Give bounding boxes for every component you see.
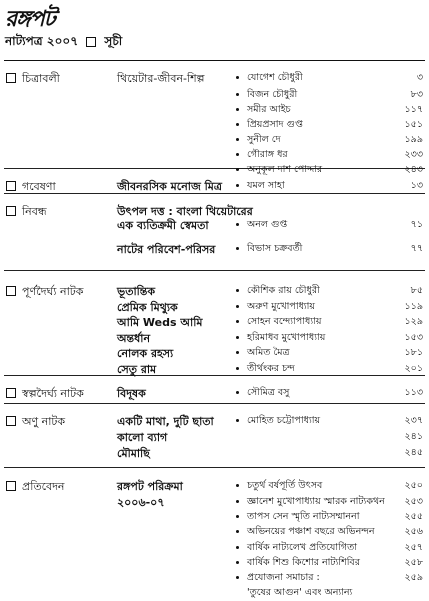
page-number: ১২৯ xyxy=(404,316,423,327)
work-title: সেতু রাম xyxy=(117,363,157,376)
author-name: অরুণ মুখোপাধ্যায় xyxy=(247,301,316,312)
page-number: ২৫৩ xyxy=(404,496,423,507)
page-number: ২৪৫ xyxy=(404,447,423,458)
issue-title: নাট্যপত্র ২০০৭ xyxy=(5,34,79,48)
author-entry xyxy=(236,495,385,510)
author-entry xyxy=(236,284,320,299)
bullet-dot-icon xyxy=(236,561,239,564)
page-number: ২৫৭ xyxy=(404,542,423,553)
page-number: ২৫০ xyxy=(404,480,423,491)
toc-row xyxy=(4,87,425,101)
author-name: বার্ষিক নাট্যলেখ প্রতিযোগিতা xyxy=(247,542,357,553)
section-label-text: অণু নাটক xyxy=(22,415,66,428)
author-entry xyxy=(236,148,288,163)
author-entry xyxy=(236,179,285,194)
section-label-text: প্রতিবেদন xyxy=(22,480,65,493)
toc-row xyxy=(4,445,425,459)
author-name: সুনীল দে xyxy=(247,134,281,145)
work-title: নাটের পরিবেশ-পরিসর xyxy=(117,243,216,256)
page-number: ১৯৯ xyxy=(404,134,423,145)
author-name: যমল সাহা xyxy=(247,180,285,191)
page-number: ২৫৮ xyxy=(404,557,423,568)
work-title: মৌমাছি xyxy=(117,447,150,460)
author-name: অনল গুপ্ত xyxy=(247,219,288,230)
toc-row xyxy=(4,147,425,161)
bullet-dot-icon xyxy=(236,93,239,96)
author-name: হরিমাধব মুখোপাধ্যায় xyxy=(247,332,326,343)
page-number: ১৮১ xyxy=(404,347,423,358)
author-name: বিভাস চক্রবর্তী xyxy=(247,243,303,254)
bullet-dot-icon xyxy=(236,419,239,422)
toc-row xyxy=(4,330,425,344)
page-number: ২৫৯ xyxy=(404,572,423,583)
toc-row xyxy=(4,178,425,192)
bullet-dot-icon xyxy=(236,123,239,126)
issue-line xyxy=(5,33,122,53)
bullet-dot-icon xyxy=(236,546,239,549)
toc-row xyxy=(4,478,425,492)
toc-row xyxy=(4,570,425,584)
work-title: উৎপল দত্ত : বাংলা থিয়েটারের xyxy=(117,205,253,218)
toc-row xyxy=(4,117,425,131)
page-number: ২৪৩ xyxy=(404,164,423,175)
toc-row xyxy=(4,70,425,84)
toc-row xyxy=(4,241,425,255)
toc-row xyxy=(4,385,425,399)
toc-row xyxy=(4,524,425,538)
page-number: ১৩ xyxy=(410,180,423,191)
author-entry xyxy=(236,386,289,401)
author-entry xyxy=(236,510,359,525)
toc-row xyxy=(4,345,425,359)
work-title: এক ব্যতিক্রমী স্বেমতা xyxy=(117,219,209,232)
author-name: কৌশিক রায় চৌধুরী xyxy=(247,285,320,296)
work-title: থিয়েটার-জীবন-শিল্প xyxy=(117,72,205,85)
bullet-dot-icon xyxy=(236,500,239,503)
toc-row xyxy=(4,509,425,523)
work-title: কালো ব্যাগ xyxy=(117,431,168,444)
author-name: বিজন চৌধুরী xyxy=(247,89,298,100)
author-entry xyxy=(236,218,287,233)
author-entry xyxy=(236,71,303,86)
author-name: অমিত মৈত্র xyxy=(247,347,290,358)
toc-row xyxy=(4,361,425,375)
author-name: যোগেশ চৌধুরী xyxy=(247,72,303,83)
work-title: ভূতান্তিক xyxy=(117,285,156,298)
author-name: জ্ঞানেশ মুখোপাধ্যায় স্মারক নাট্যকথন xyxy=(247,496,385,507)
page-number: ১১৯ xyxy=(404,301,423,312)
author-name: বার্ষিক শিশু কিশোর নাট্যশিবির xyxy=(247,557,360,568)
bullet-dot-icon xyxy=(236,223,239,226)
section-divider xyxy=(4,270,425,271)
bullet-dot-icon xyxy=(236,184,239,187)
page-number: ৮৫ xyxy=(410,285,423,296)
page-number: ১৫১ xyxy=(404,119,423,130)
author-name: অভিনয়ের পঞ্চাশ বছরে অভিনন্দন xyxy=(247,526,375,537)
section-label-text: চিত্রাবলী xyxy=(22,72,60,85)
work-title: জীবনরসিক মনোজ মিত্র xyxy=(117,180,222,193)
bullet-dot-icon xyxy=(236,336,239,339)
bullet-dot-icon xyxy=(236,153,239,156)
page-number: ৭১ xyxy=(410,219,423,230)
bullet-dot-icon xyxy=(236,515,239,518)
toc-row xyxy=(4,314,425,328)
author-name: প্রযোজনা সমাচার : xyxy=(247,572,320,583)
toc-row xyxy=(4,217,425,231)
author-entry xyxy=(236,571,320,586)
author-entry xyxy=(236,331,325,346)
toc-row xyxy=(4,162,425,176)
author-name: তাপস সেন স্মৃতি নাট্যসম্মাননা xyxy=(247,511,360,522)
author-entry xyxy=(236,133,281,148)
page-number: ২৫৬ xyxy=(404,526,423,537)
author-entry xyxy=(236,88,297,103)
toc-row xyxy=(4,585,425,599)
contents-title: সূচী xyxy=(104,34,123,48)
author-entry xyxy=(236,315,321,330)
toc-row xyxy=(4,413,425,427)
page-number: ২৫৫ xyxy=(404,511,423,522)
author-entry xyxy=(247,586,352,601)
work-title: অন্তর্ধান xyxy=(117,332,151,345)
bullet-dot-icon xyxy=(236,108,239,111)
author-name: সোহন বন্দ্যোপাধ্যায় xyxy=(247,316,322,327)
author-entry xyxy=(236,242,302,257)
toc-row xyxy=(4,540,425,554)
work-title: একটি মাথা, দুটি ছাতা xyxy=(117,415,214,428)
author-entry xyxy=(236,163,322,178)
author-name: অনুকূল দাশ পোদ্দার xyxy=(247,164,323,175)
work-title: নোলক রহস্য xyxy=(117,347,174,360)
author-name: প্রিয়প্রসাদ গুপ্ত xyxy=(247,119,303,130)
logo: রঙ্গপট xyxy=(5,6,55,32)
author-name: গৌরাঙ্গ ধর xyxy=(247,149,288,160)
section-divider xyxy=(4,467,425,468)
author-entry xyxy=(236,556,360,571)
author-entry xyxy=(236,479,322,494)
author-name: সৌমিত্র বসু xyxy=(247,387,290,398)
page-number: ৭৭ xyxy=(410,243,423,254)
toc-row xyxy=(4,494,425,508)
toc-row xyxy=(4,299,425,313)
page-number: ১১৭ xyxy=(404,104,423,115)
section-divider xyxy=(4,60,425,61)
bullet-dot-icon xyxy=(236,76,239,79)
work-title: প্রেমিক মিথ্যুক xyxy=(117,301,178,314)
bullet-dot-icon xyxy=(236,351,239,354)
bullet-dot-icon xyxy=(236,320,239,323)
section-divider xyxy=(4,375,425,376)
toc-row xyxy=(4,132,425,146)
author-name: সমীর আইচ xyxy=(247,104,291,115)
work-title: বিদূষক xyxy=(117,387,146,400)
page-number: ২০১ xyxy=(404,363,423,374)
toc-row xyxy=(4,429,425,443)
section-label-text: পূর্ণদৈর্ঘ্য নাটক xyxy=(22,285,84,298)
bullet-dot-icon xyxy=(236,391,239,394)
square-bullet-icon xyxy=(86,37,96,47)
author-name: তীর্থংকর চন্দ xyxy=(247,363,295,374)
toc-row xyxy=(4,555,425,569)
author-name: চতুর্থ বর্ষপূর্তি উৎসব xyxy=(247,480,323,491)
page-number: ১৫৩ xyxy=(404,332,423,343)
work-title: রঙ্গপট পরিক্রমা xyxy=(117,480,183,493)
page-number: ৩ xyxy=(416,72,423,83)
author-entry xyxy=(236,541,357,556)
bullet-dot-icon xyxy=(236,367,239,370)
author-entry xyxy=(236,414,320,429)
author-entry xyxy=(236,346,289,361)
bullet-dot-icon xyxy=(236,289,239,292)
author-entry xyxy=(236,118,303,133)
section-label-text: নিবন্ধ xyxy=(22,205,47,218)
author-entry xyxy=(236,362,295,377)
page-number: ১১৩ xyxy=(404,387,423,398)
author-name: 'তুষের আগুন' এবং অন্যান্য xyxy=(247,587,353,598)
bullet-dot-icon xyxy=(236,530,239,533)
author-entry xyxy=(236,300,315,315)
author-entry xyxy=(236,103,291,118)
toc-row xyxy=(4,102,425,116)
bullet-dot-icon xyxy=(236,305,239,308)
toc-row xyxy=(4,283,425,297)
page-number: ২৪১ xyxy=(404,431,423,442)
page-number: ২৩৩ xyxy=(404,149,423,160)
bullet-dot-icon xyxy=(236,168,239,171)
bullet-dot-icon xyxy=(236,576,239,579)
section-label-text: স্বল্পদৈর্ঘ্য নাটক xyxy=(22,387,84,400)
author-name: মোহিত চট্টোপাধ্যায় xyxy=(247,415,321,426)
author-entry xyxy=(236,525,375,540)
work-title: আমি Weds আমি xyxy=(117,316,203,329)
work-title: ২০০৬-০৭ xyxy=(117,496,165,509)
page-number: ২৩৭ xyxy=(404,415,423,426)
header xyxy=(0,0,429,60)
bullet-dot-icon xyxy=(236,484,239,487)
bullet-dot-icon xyxy=(236,247,239,250)
page-number: ৮৩ xyxy=(410,89,423,100)
section-label-text: গবেষণা xyxy=(22,180,56,193)
bullet-dot-icon xyxy=(236,138,239,141)
toc-row xyxy=(4,203,425,217)
